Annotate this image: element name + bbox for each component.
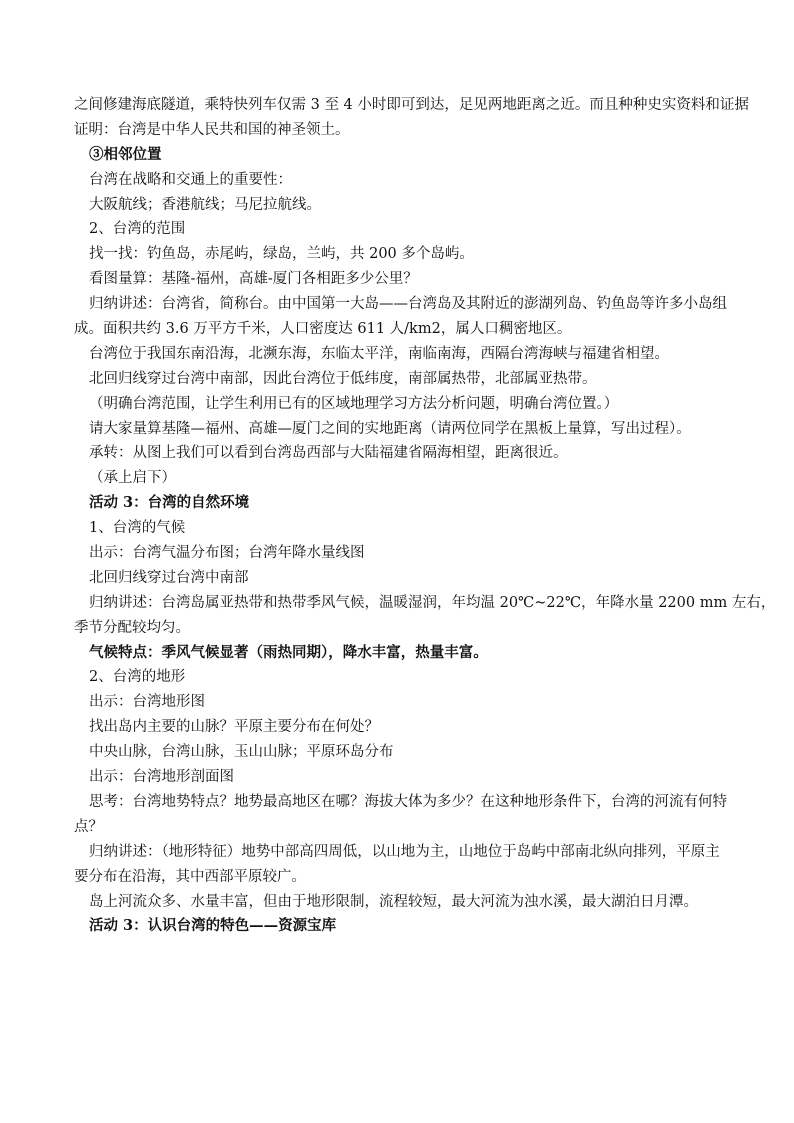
- paragraph: 看图量算：基隆-福州，高雄-厦门各相距多少公里？: [89, 271, 418, 288]
- activity-heading: 活动 3：台湾的自然环境: [89, 494, 250, 512]
- subsection-heading: 2、台湾的范围: [89, 221, 186, 238]
- document-body: [74, 93, 776, 939]
- paragraph: 北回归线穿过台湾中南部，因此台湾位于低纬度，南部属热带，北部属亚热带。: [89, 370, 597, 387]
- paragraph-line: 思考：台湾地势特点？地势最高地区在哪？海拔大体为多少？在这种地形条件下，台湾的河流有何特: [89, 793, 727, 810]
- paragraph-line: 归纳讲述：台湾岛属亚热带和热带季风气候，温暖湿润，年均温 20℃~22℃，年降水量 2200 mm 左右，: [89, 594, 776, 611]
- paragraph-line: 点？: [74, 818, 103, 835]
- activity-heading: 活动 3：认识台湾的特色——资源宝库: [89, 917, 337, 935]
- climate-summary: 气候特点：季风气候显著（雨热同期），降水丰富，热量丰富。: [89, 643, 488, 661]
- paragraph: 台湾位于我国东南沿海，北濒东海，东临太平洋，南临南海，西隔台湾海峡与福建省相望。: [89, 345, 669, 362]
- paragraph: 大阪航线；香港航线；马尼拉航线。: [89, 196, 321, 213]
- paragraph: 承转：从图上我们可以看到台湾岛西部与大陆福建省隔海相望，距离很近。: [89, 445, 568, 462]
- paragraph-line: 归纳讲述：（地形特征）地势中部高四周低，以山地为主，山地位于岛屿中部南北纵向排列，平原主: [89, 843, 720, 860]
- paragraph: 请大家量算基隆—福州、高雄—厦门之间的实地距离（请两位同学在黑板上量算，写出过程）。: [89, 420, 691, 437]
- paragraph-line: 要分布在沿海，其中西部平原较广。: [74, 868, 306, 885]
- paragraph-line: 成。面积共约 3.6 万平方千米，人口密度达 611 人/km2，属人口稠密地区。: [74, 321, 572, 338]
- subsection-heading: 2、台湾的地形: [89, 669, 186, 686]
- teaching-note: （明确台湾范围，让学生利用已有的区域地理学习方法分析问题，明确台湾位置。）: [89, 395, 619, 412]
- section-heading: ③相邻位置: [89, 145, 162, 163]
- paragraph: 出示：台湾气温分布图；台湾年降水量线图: [89, 545, 365, 562]
- paragraph: 台湾在战略和交通上的重要性：: [89, 171, 292, 188]
- paragraph: 找一找：钓鱼岛，赤尾屿，绿岛，兰屿，共 200 多个岛屿。: [89, 246, 474, 263]
- paragraph: 出示：台湾地形图: [89, 694, 205, 711]
- teaching-note: （承上启下）: [89, 470, 176, 487]
- paragraph-line: 之间修建海底隧道，乘特快列车仅需 3 至 4 小时即可到达，足见两地距离之近。而且种种史实资料和证据: [74, 97, 749, 113]
- paragraph: 找出岛内主要的山脉？平原主要分布在何处？: [89, 719, 379, 736]
- paragraph: 出示：台湾地形剖面图: [89, 769, 234, 786]
- paragraph-line: 证明：台湾是中华人民共和国的神圣领土。: [74, 121, 350, 138]
- subsection-heading: 1、台湾的气候: [89, 520, 186, 537]
- paragraph: 北回归线穿过台湾中南部: [89, 569, 249, 586]
- paragraph: 岛上河流众多、水量丰富，但由于地形限制，流程较短，最大河流为浊水溪，最大湖泊日月潭。: [89, 893, 698, 910]
- paragraph: 中央山脉，台湾山脉，玉山山脉；平原环岛分布: [89, 744, 394, 761]
- paragraph-line: 季节分配较均匀。: [74, 619, 190, 636]
- paragraph-line: 归纳讲述：台湾省，简称台。由中国第一大岛——台湾岛及其附近的澎湖列岛、钓鱼岛等许多小岛组: [89, 296, 727, 313]
